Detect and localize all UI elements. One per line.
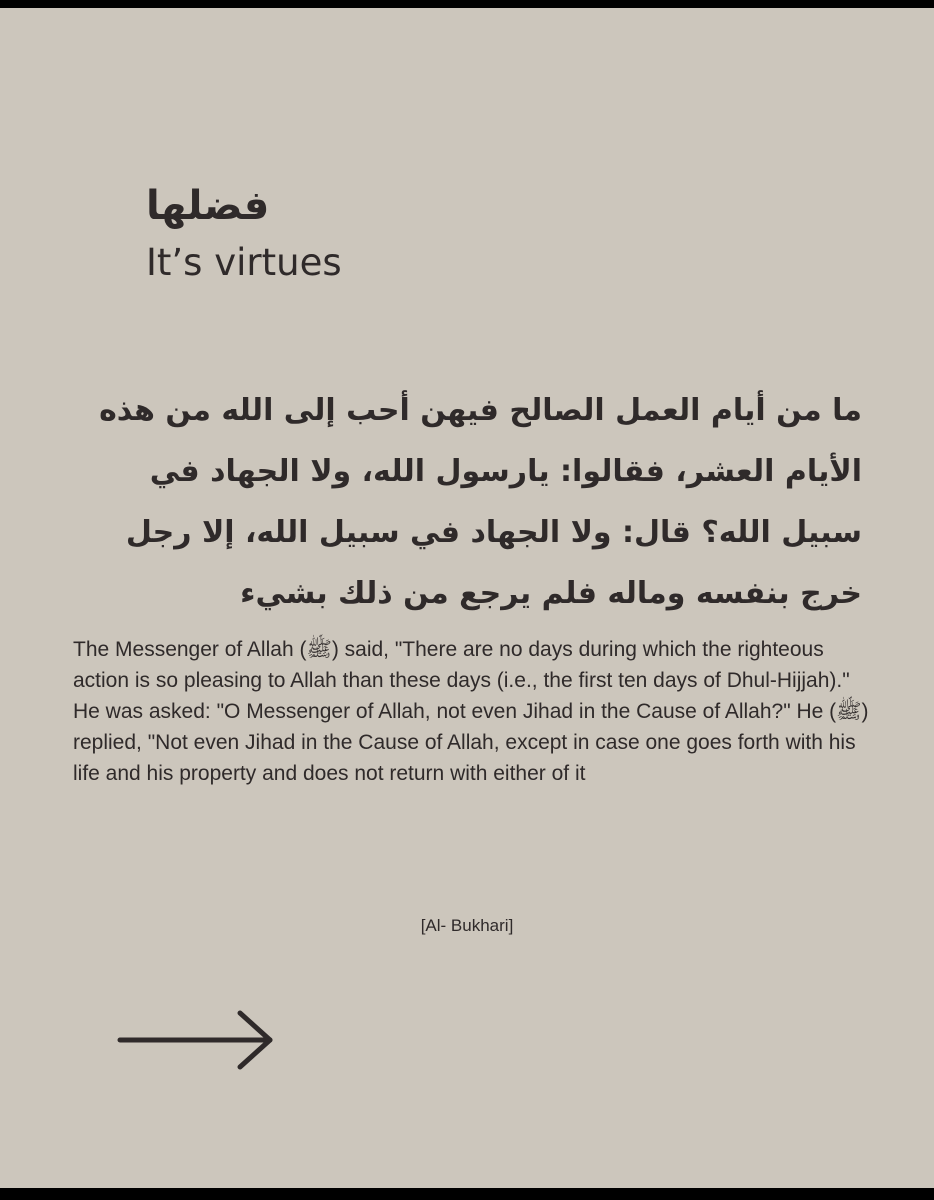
hadith-english-translation: The Messenger of Allah (ﷺ) said, "There are no days during which the righteous action is so pleasing to Allah than these days (i.e., the first ten days of Dhul-Hijjah)." He was asked: "O Messenger of Allah, not even Jihad in the Cause of Allah?" He (ﷺ) replied, "Not even Jihad in the Cause of Allah, except in case one goes forth with his life and his property and does not return with either of it xyxy=(73,638,869,785)
hadith-arabic-text: ما من أيام العمل الصالح فيهن أحب إلى الله من هذه الأيام العشر، فقالوا: يارسول الله، ولا الجهاد في سبيل الله؟ قال: ولا الجهاد في سبيل الله، إلا رجل خرج بنفسه وماله فلم يرجع من ذلك بشيء xyxy=(99,393,862,611)
heading-arabic: فضلها xyxy=(146,183,270,229)
heading-english: It’s virtues xyxy=(146,241,342,284)
hadith-source: [Al- Bukhari] xyxy=(420,916,514,935)
slide-card xyxy=(0,8,934,1188)
arrow-right-icon[interactable] xyxy=(116,1008,280,1072)
